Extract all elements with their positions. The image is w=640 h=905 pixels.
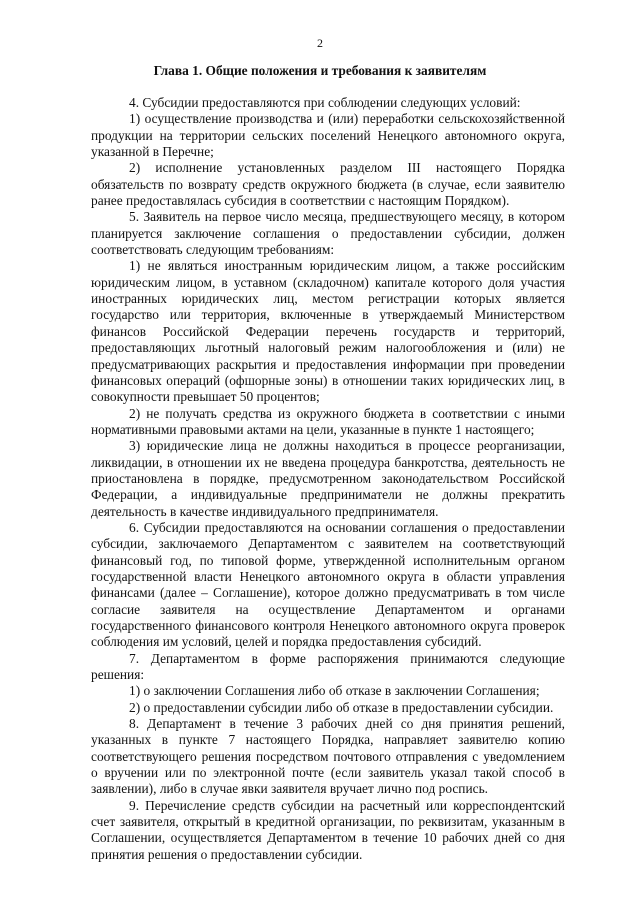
paragraph-5-1: 1) не являться иностранным юридическим лицом, а также российским юридическим лицом, в уставном (складочном) капитале которого доля участия иностранных юридических лиц, местом регистрации которых является государство или территория, включенные в утверждаемый Министерством финансов Российской Федерации перечень государств и территорий, предоставляющих льготный налоговый режим налогообложения и (или) не предусматривающих раскрытия и предоставления информации при проведении финансовых операций (офшорные зоны) в отношении таких юридических лиц, в совокупности превышает 50 процентов; bbox=[91, 258, 565, 405]
paragraph-9: 9. Перечисление средств субсидии на расчетный или корреспондентский счет заявителя, открытый в кредитной организации, по реквизитам, указанным в Соглашении, осуществляется Департаментом в течение 10 рабочих дней со дня принятия решения о предоставлении субсидии. bbox=[91, 797, 565, 862]
paragraph-4: 4. Субсидии предоставляются при соблюдении следующих условий: bbox=[129, 95, 521, 110]
paragraph-7: 7. Департаментом в форме распоряжения принимаются следующие решения: bbox=[91, 650, 565, 683]
paragraph-5: 5. Заявитель на первое число месяца, предшествующего месяцу, в котором планируется заключение соглашения о предоставлении субсидии, должен соответствовать следующим требованиям: bbox=[91, 209, 565, 258]
chapter-title: Глава 1. Общие положения и требования к заявителям bbox=[153, 63, 487, 78]
paragraph-7-1: 1) о заключении Соглашения либо об отказе в заключении Соглашения; bbox=[129, 683, 540, 699]
document-body bbox=[91, 95, 565, 863]
paragraph-8: 8. Департамент в течение 3 рабочих дней со дня принятия решений, указанных в пункте 7 настоящего Порядка, направляет заявителю копию соответствующего решения посредством почтового отправления с уведомлением о вручении или по электронной почте (если заявитель указал такой способ в заявлении), либо в случае явки заявителя вручает лично под роспись. bbox=[91, 716, 565, 797]
paragraph-5-3: 3) юридические лица не должны находиться в процессе реорганизации, ликвидации, в отношении их не введена процедура банкротства, деятельность не приостановлена в порядке, предусмотренном законодательством Российской Федерации, а индивидуальные предприниматели не должны прекратить деятельность в качестве индивидуального предпринимателя. bbox=[91, 438, 565, 519]
paragraph-5-2: 2) не получать средства из окружного бюджета в соответствии с иными нормативными правовыми актами на цели, указанные в пункте 1 настоящего; bbox=[91, 405, 565, 437]
paragraph-4-1: 1) осуществление производства и (или) переработки сельскохозяйственной продукции на территории сельских поселений Ненецкого автономного округа, указанной в Перечне; bbox=[91, 111, 565, 160]
page-number: 2 bbox=[317, 36, 323, 50]
paragraph-7-2: 2) о предоставлении субсидии либо об отказе в предоставлении субсидии. bbox=[129, 699, 554, 715]
paragraph-4-2: 2) исполнение установленных разделом III настоящего Порядка обязательств по возврату средств окружного бюджета (в случае, если заявителю ранее предоставлялась субсидия в соответствии с настоящим Порядком). bbox=[91, 160, 565, 209]
paragraph-6: 6. Субсидии предоставляются на основании соглашения о предоставлении субсидии, заключаемого Департаментом с заявителем на соответствующий финансовый год, по типовой форме, утвержденной исполнительным органом государственной власти Ненецкого автономного округа в области управления финансами (далее – Соглашение), которое должно предусматривать в том числе согласие заявителя на осуществление Департаментом и органами государственного финансового контроля Ненецкого автономного округа проверок соблюдения им условий, целей и порядка предоставления субсидий. bbox=[91, 519, 565, 650]
